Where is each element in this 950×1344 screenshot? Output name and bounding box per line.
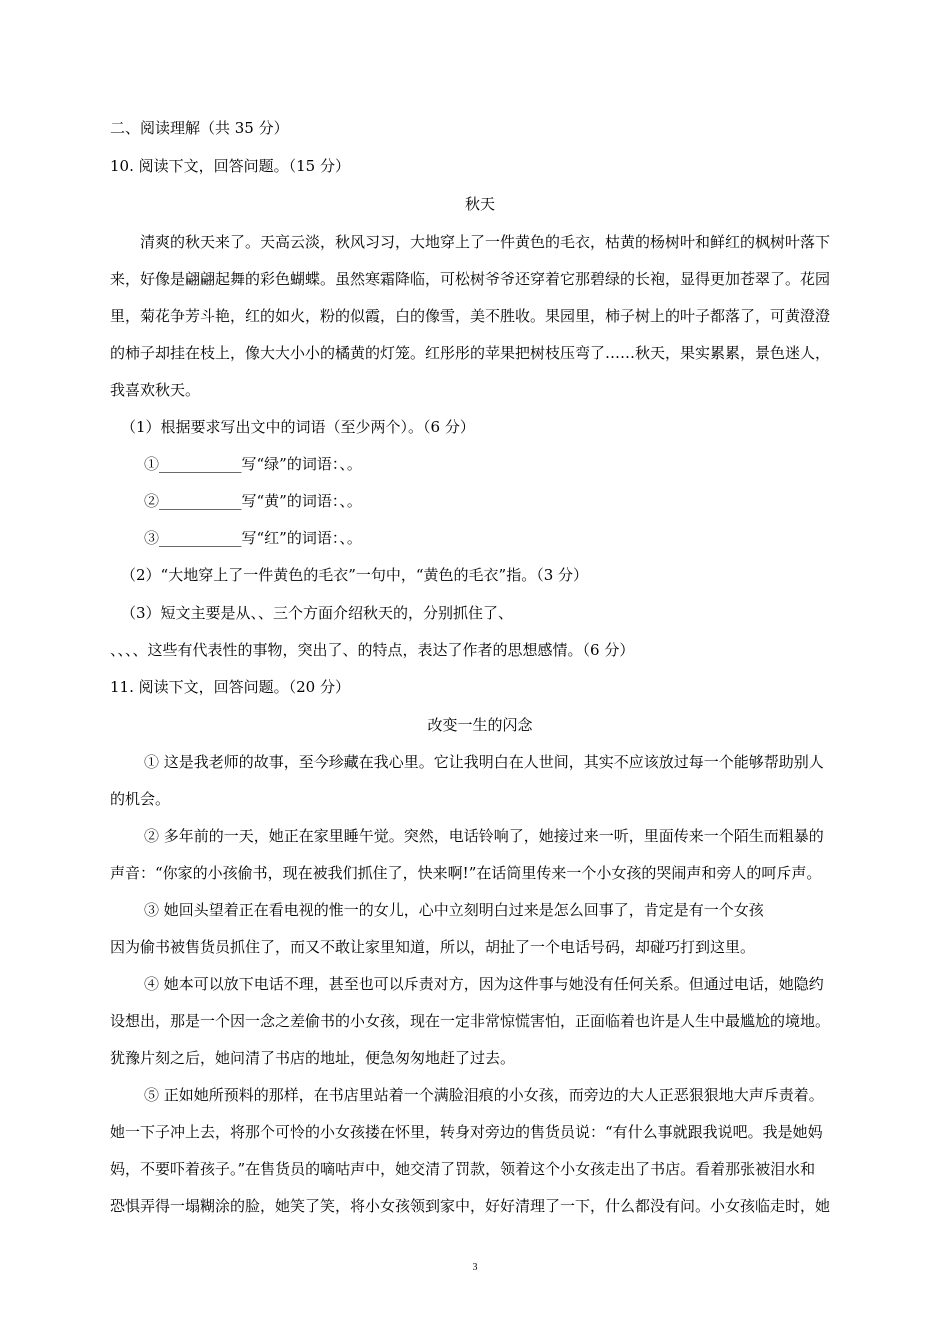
- q10-sub3-line1: （3）短文主要是从、、三个方面介绍秋天的，分别抓住了、: [121, 604, 514, 622]
- q11-line: 犹豫片刻之后，她问清了书店的地址，便急匆匆地赶了过去。: [110, 1049, 516, 1067]
- q10-passage-line: 的柿子却挂在枝上，像大大小小的橘黄的灯笼。红彤彤的苹果把树枝压弯了……秋天，果实累累，景色迷人，: [110, 344, 831, 362]
- q10-title: 秋天: [464, 195, 495, 213]
- q11-line: ⑤ 正如她所预料的那样，在书店里站着一个满脸泪痕的小女孩，而旁边的大人正恶狠狠地大声斥责着。: [144, 1086, 824, 1104]
- q11-line: ④ 她本可以放下电话不理，甚至也可以斥责对方，因为这件事与她没有任何关系。但通过电话，她隐约: [144, 975, 824, 993]
- q11-title: 改变一生的闪念: [427, 716, 533, 734]
- q10-sub3-line2: 、、、、这些有代表性的事物，突出了、的特点，表达了作者的思想感情。（6 分）: [110, 641, 635, 659]
- q10-passage-line: 来，好像是翩翩起舞的彩色蝴蝶。虽然寒霜降临，可松树爷爷还穿着它那碧绿的长袍，显得更加苍翠了。花园: [110, 270, 831, 288]
- q11-line: 设想出，那是一个因一念之差偷书的小女孩，现在一定非常惊慌害怕，正面临着也许是人生中最尴尬的境地。: [110, 1012, 831, 1030]
- q11-line: 她一下子冲上去，将那个可怜的小女孩搂在怀里，转身对旁边的售货员说：“有什么事就跟我说吧。我是她妈: [110, 1123, 823, 1141]
- q10-sub2: （2）“大地穿上了一件黄色的毛衣”一句中，“黄色的毛衣”指。（3 分）: [121, 566, 589, 584]
- q10-sub1-item: ③___________写“红”的词语：、。: [144, 529, 362, 547]
- q10-prompt: 10. 阅读下文，回答问题。（15 分）: [110, 157, 350, 175]
- q11-line: ② 多年前的一天，她正在家里睡午觉。突然，电话铃响了，她接过来一听，里面传来一个陌生而粗暴的: [144, 827, 824, 845]
- q11-line: 妈，不要吓着孩子。”在售货员的嘀咕声中，她交清了罚款，领着这个小女孩走出了书店。看着那张被泪水和: [110, 1160, 816, 1178]
- q10-passage-line: 我喜欢秋天。: [110, 381, 201, 399]
- page-number: 3: [472, 1262, 478, 1273]
- q11-prompt: 11. 阅读下文，回答问题。（20 分）: [110, 678, 350, 696]
- q10-passage-line: 清爽的秋天来了。天高云淡，秋风习习，大地穿上了一件黄色的毛衣，枯黄的杨树叶和鲜红的枫树叶落下: [140, 233, 831, 251]
- section-heading: 二、阅读理解（共 35 分）: [110, 119, 289, 137]
- q11-line: ③ 她回头望着正在看电视的惟一的女儿，心中立刻明白过来是怎么回事了，肯定是有一个女孩: [144, 901, 764, 919]
- q10-sub1-item: ①___________写“绿”的词语：、。: [144, 455, 362, 473]
- q11-line: 恐惧弄得一塌糊涂的脸，她笑了笑，将小女孩领到家中，好好清理了一下，什么都没有问。小女孩临走时，她: [110, 1197, 831, 1215]
- q11-line: ① 这是我老师的故事，至今珍藏在我心里。它让我明白在人世间，其实不应该放过每一个能够帮助别人: [144, 753, 824, 771]
- q10-sub1-item: ②___________写“黄”的词语：、。: [144, 492, 362, 510]
- q11-line: 声音：“你家的小孩偷书，现在被我们抓住了，快来啊!”在话筒里传来一个小女孩的哭闹声和旁人的呵斥声。: [110, 864, 822, 882]
- q11-line: 的机会。: [110, 790, 171, 808]
- q11-line: 因为偷书被售货员抓住了，而又不敢让家里知道，所以，胡扯了一个电话号码，却碰巧打到这里。: [110, 938, 756, 956]
- q10-passage-line: 里，菊花争芳斗艳，红的如火，粉的似霞，白的像雪，美不胜收。果园里，柿子树上的叶子都落了，可黄澄澄: [110, 307, 831, 325]
- q10-sub1: （1）根据要求写出文中的词语（至少两个）。（6 分）: [121, 418, 475, 436]
